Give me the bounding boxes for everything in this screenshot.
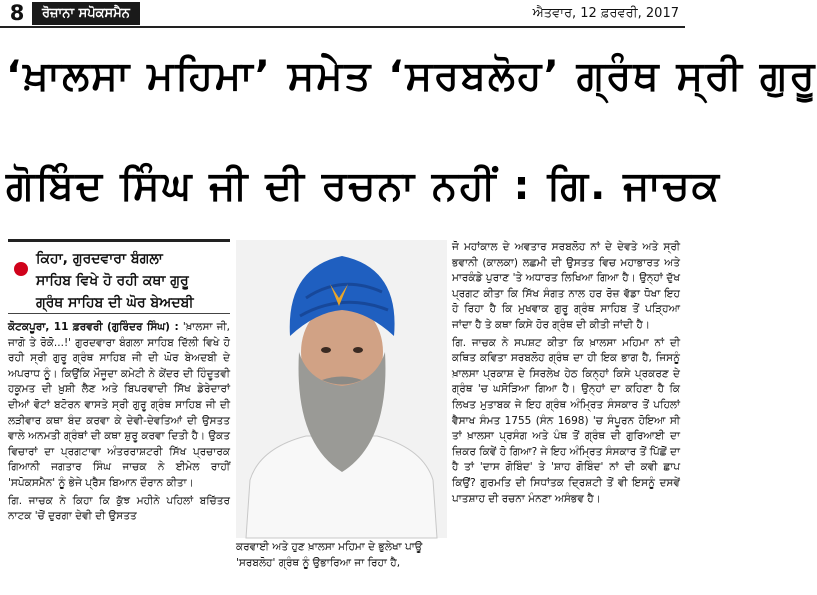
article-paragraph: ਜੋ ਮਹਾਂਕਾਲ ਦੇ ਅਵਤਾਰ ਸਰਬਲੋਹ ਨਾਂ ਦੇ ਦੇਵਤੇ ਅਤੇ ਸ੍ਰੀ ਭਵਾਨੀ (ਕਾਲਕਾ) ਲਛਮੀ ਦੀ ਉਸਤਤ ਵਿਚ ਮਹਾਭਾਰਤ ਅਤੇ ਮਾਰਕੰਡੇ ਪੁਰਾਣ 'ਤੇ ਅਧਾਰਤ ਲਿਖਿਆ ਗਿਆ ਹੈ। ਉਨ੍ਹਾਂ ਦੁੱਖ ਪ੍ਰਗਟ ਕੀਤਾ ਕਿ ਸਿੱਖ ਸੰਗਤ ਨਾਲ ਹਰ ਰੋਜ਼ ਵੱਡਾ ਧੋਖਾ ਇਹ ਹੋ ਰਿਹਾ ਹੈ ਕਿ ਮੁਖਵਾਕ ਗੁਰੂ ਗ੍ਰੰਥ ਸਾਹਿਬ ਤੋਂ ਪੜ੍ਹਿਆ ਜਾਂਦਾ ਹੈ ਤੇ ਕਥਾ ਕਿਸੇ ਹੋਰ ਗ੍ਰੰਥ ਦੀ ਕੀਤੀ ਜਾਂਦੀ ਹੈ। — [452, 241, 680, 331]
portrait-illustration — [236, 240, 447, 538]
newspaper-name: ਰੋਜ਼ਾਨਾ ਸਪੋਕਸਮੈਨ — [32, 2, 140, 25]
subheadline-line-1: ਕਿਹਾ, ਗੁਰਦਵਾਰਾ ਬੰਗਲਾ — [36, 251, 163, 267]
bullet-icon — [14, 262, 28, 276]
article-dateline: ਕੋਟਕਪੂਰਾ, 11 ਫ਼ਰਵਰੀ (ਗੁਰਿੰਦਰ ਸਿੰਘ) : — [8, 321, 179, 333]
article-column-left — [8, 320, 230, 592]
photo-caption: ਕਰਵਾਈ ਅਤੇ ਹੁਣ ਖ਼ਾਲਸਾ ਮਹਿਮਾ ਦੇ ਭੁਲੇਖਾ ਪਾਊ 'ਸਰਬਲੋਹ' ਗ੍ਰੰਥ ਨੂੰ ਉਭਾਰਿਆ ਜਾ ਰਿਹਾ ਹੈ, — [236, 541, 423, 569]
article-paragraph: ਗਿ. ਜਾਚਕ ਨੇ ਸਪਸ਼ਟ ਕੀਤਾ ਕਿ ਖ਼ਾਲਸਾ ਮਹਿਮਾ ਨਾਂ ਦੀ ਕਥਿਤ ਕਵਿਤਾ ਸਰਬਲੋਹ ਗ੍ਰੰਥ ਦਾ ਹੀ ਇਕ ਭਾਗ ਹੈ, ਜਿਸਨੂੰ ਖ਼ਾਲਸਾ ਪ੍ਰਕਾਸ਼ ਦੇ ਸਿਰਲੇਖ ਹੇਠ ਕਿਨ੍ਹਾਂ ਕਿਸੇ ਪ੍ਰਕਰਣ ਦੇ ਗ੍ਰੰਥ 'ਚ ਘਸੋੜਿਆ ਗਿਆ ਹੈ। ਉਨ੍ਹਾਂ ਦਾ ਕਹਿਣਾ ਹੈ ਕਿ ਲਿਖਤ ਮੁਤਾਬਕ ਜੇ ਇਹ ਗ੍ਰੰਥ ਅੰਮ੍ਰਿਤ ਸੰਸਕਾਰ ਤੋਂ ਪਹਿਲਾਂ ਵੈਸਾਖ ਸੰਮਤ 1755 (ਸੰਨ 1698) 'ਚ ਸੰਪੂਰਨ ਹੋਇਆ ਸੀ ਤਾਂ ਖ਼ਾਲਸਾ ਪ੍ਰਸੰਗ ਅਤੇ ਪੰਥ ਤੋਂ ਗ੍ਰੰਥ ਦੀ ਗੁਰਿਆਈ ਦਾ ਜ਼ਿਕਰ ਕਿਵੇਂ ਹੋ ਗਿਆ? ਜੇ ਇਹ ਅੰਮ੍ਰਿਤ ਸੰਸਕਾਰ ਤੋਂ ਪਿੱਛੋਂ ਦਾ ਹੈ ਤਾਂ 'ਦਾਸ ਗੋਬਿੰਦ' ਤੇ 'ਸ਼ਾਹ ਗੋਬਿੰਦ' ਨਾਂ ਦੀ ਕਵੀ ਛਾਪ ਕਿਉਂ? ਗੁਰਮਤਿ ਦੀ ਸਿਧਾਂਤਕ ਦ੍ਰਿਸ਼ਟੀ ਤੋਂ ਵੀ ਇਸਨੂੰ ਦਸਵੇਂ ਪਾਤਸ਼ਾਹ ਦੀ ਰਚਨਾ ਮੰਨਣਾ ਅਸੰਭਵ ਹੈ। — [452, 336, 680, 505]
page-number: 8 — [9, 1, 25, 25]
issue-date: ਐਤਵਾਰ, 12 ਫ਼ਰਵਰੀ, 2017 — [532, 6, 679, 21]
article-column-right — [452, 240, 680, 592]
subheadline-line-3: ਗ੍ਰੰਥ ਸਾਹਿਬ ਦੀ ਘੋਰ ਬੇਅਦਬੀ — [36, 295, 194, 311]
headline-line-1: ‘ਖ਼ਾਲਸਾ ਮਹਿਮਾ’ ਸਮੇਤ ‘ਸਰਬਲੋਹ’ ਗ੍ਰੰਥ ਸ੍ਰੀ ਗੁਰੂ — [6, 53, 817, 99]
portrait-photo — [236, 240, 447, 538]
page-header-bar — [0, 0, 685, 28]
subheadline-box — [8, 239, 230, 314]
article-paragraph: 'ਖ਼ਾਲਸਾ ਜੀ, ਜਾਗੋ ਤੇ ਰੋਕੋ...!' ਗੁਰਦਵਾਰਾ ਬੰਗਲਾ ਸਾਹਿਬ ਦਿੱਲੀ ਵਿਖੇ ਹੋ ਰਹੀ ਸ੍ਰੀ ਗੁਰੂ ਗ੍ਰੰਥ ਸਾਹਿਬ ਜੀ ਦੀ ਘੋਰ ਬੇਅਦਬੀ ਦੇ ਅਪਰਾਧ ਨੂੰ। ਕਿਉਂਕਿ ਮੌਜੂਦਾ ਕਮੇਟੀ ਨੇ ਕੇਂਦਰ ਦੀ ਹਿੰਦੂਤਵੀ ਹਕੂਮਤ ਦੀ ਖ਼ੁਸ਼ੀ ਲੈਣ ਅਤੇ ਬਿਪਰਵਾਦੀ ਸਿੱਖ ਡੇਰੇਦਾਰਾਂ ਦੀਆਂ ਵੋਟਾਂ ਬਟੋਰਨ ਵਾਸਤੇ ਸ੍ਰੀ ਗੁਰੂ ਗ੍ਰੰਥ ਸਾਹਿਬ ਜੀ ਦੀ ਲੜੀਵਾਰ ਕਥਾ ਬੰਦ ਕਰਵਾ ਕੇ ਦੇਵੀ-ਦੇਵਤਿਆਂ ਦੀ ਉਸਤਤ ਵਾਲੇ ਅਨਮਤੀ ਗ੍ਰੰਥਾਂ ਦੀ ਕਥਾ ਸ਼ੁਰੂ ਕਰਵਾ ਦਿਤੀ ਹੈ। ਉਕਤ ਵਿਚਾਰਾਂ ਦਾ ਪ੍ਰਗਟਾਵਾ ਅੰਤਰਰਾਸ਼ਟਰੀ ਸਿੱਖ ਪ੍ਰਚਾਰਕ ਗਿਆਨੀ ਜਗਤਾਰ ਸਿੰਘ ਜਾਚਕ ਨੇ ਈਮੇਲ ਰਾਹੀਂ 'ਸਪੋਕਸਮੈਨ' ਨੂੰ ਭੇਜੇ ਪ੍ਰੈਸ ਬਿਆਨ ਦੌਰਾਨ ਕੀਤਾ। — [8, 321, 230, 489]
headline-line-2: ਗੋਬਿੰਦ ਸਿੰਘ ਜੀ ਦੀ ਰਚਨਾ ਨਹੀਂ : ਗਿ. ਜਾਚਕ — [6, 163, 722, 209]
subheadline-line-2: ਸਾਹਿਬ ਵਿਖੇ ਹੋ ਰਹੀ ਕਥਾ ਗੁਰੂ — [36, 273, 189, 289]
article-paragraph: ਗਿ. ਜਾਚਕ ਨੇ ਕਿਹਾ ਕਿ ਕੁੱਝ ਮਹੀਨੇ ਪਹਿਲਾਂ ਬਚਿੱਤਰ ਨਾਟਕ 'ਚੋਂ ਦੁਰਗਾ ਦੇਵੀ ਦੀ ਉਸਤਤ — [8, 494, 230, 523]
